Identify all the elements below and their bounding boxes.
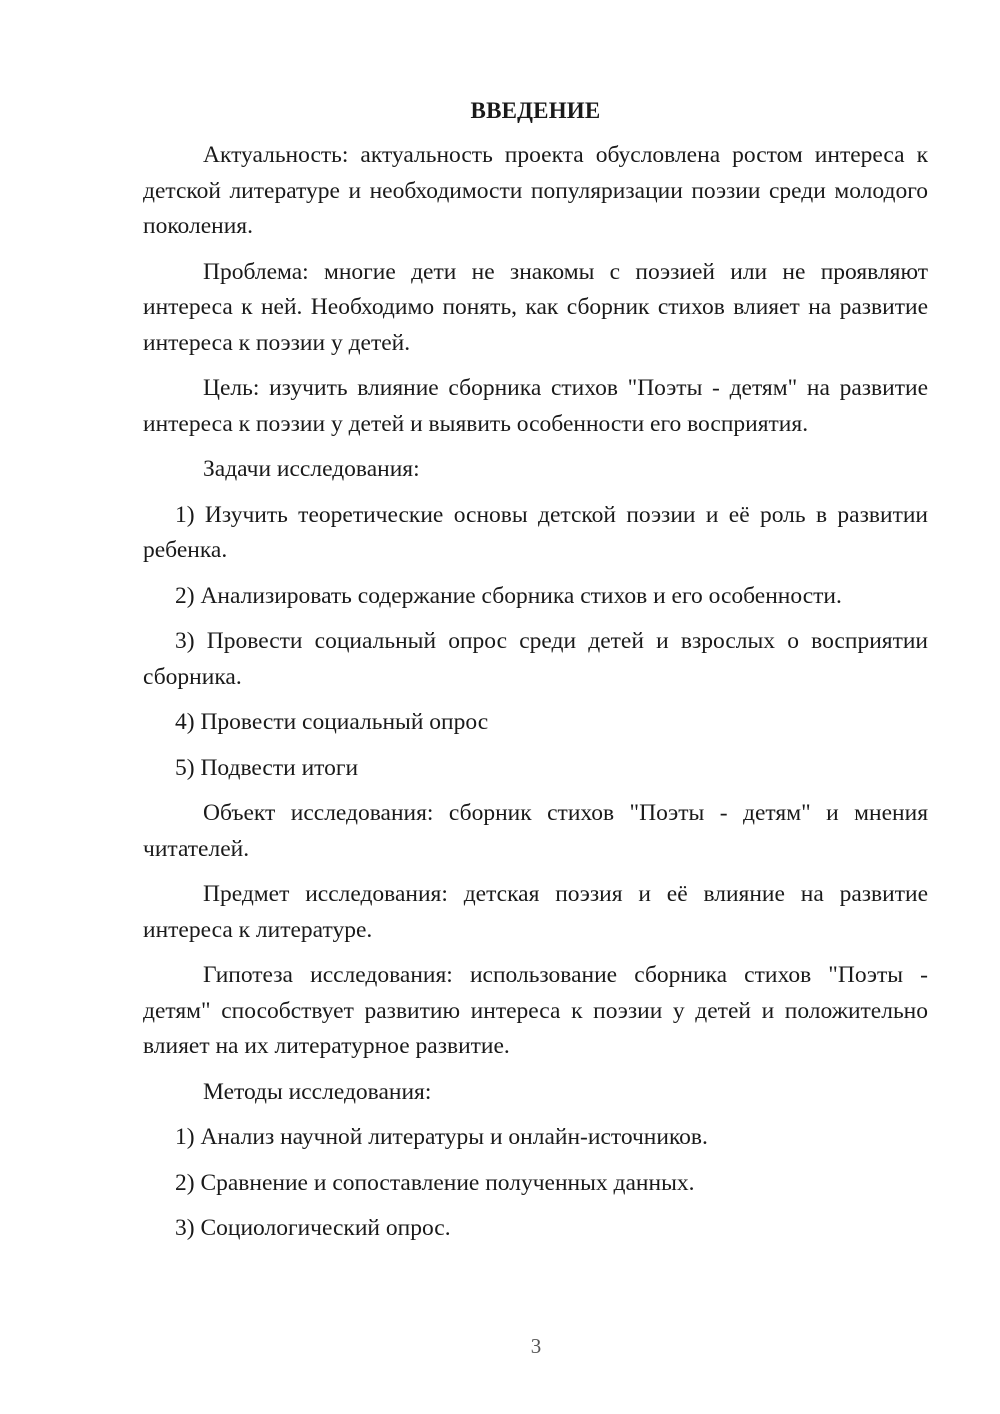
- page-number: 3: [530, 1334, 542, 1358]
- task-item: 4) Провести социальный опрос: [175, 709, 489, 735]
- section-title: ВВЕДЕНИЕ: [470, 98, 601, 123]
- task-item: 2) Анализировать содержание сборника стихов и его особенности.: [175, 582, 842, 609]
- subject-paragraph: Предмет исследования: детская поэзия и её влияние на развитие интереса к литературе.: [143, 881, 928, 943]
- task-item: 1) Изучить теоретические основы детской поэзии и её роль в развитии ребенка.: [143, 501, 928, 563]
- task-item: 3) Провести социальный опрос среди детей и взрослых о восприятии сборника.: [143, 628, 928, 690]
- method-item: 1) Анализ научной литературы и онлайн-источников.: [175, 1124, 708, 1150]
- goal-paragraph: Цель: изучить влияние сборника стихов "Поэты - детям" на развитие интереса к поэзии у детей и выявить особенности его восприятия.: [143, 375, 928, 437]
- hypothesis-paragraph: Гипотеза исследования: использование сборника стихов "Поэты - детям" способствует развитию интереса к поэзии у детей и положительно влияет на их литературное развитие.: [143, 962, 928, 1059]
- task-item: 5) Подвести итоги: [175, 754, 359, 781]
- problem-paragraph: Проблема: многие дети не знакомы с поэзией или не проявляют интереса к ней. Необходимо понять, как сборник стихов влияет на развитие интереса к поэзии у детей.: [143, 258, 928, 356]
- object-paragraph: Объект исследования: сборник стихов "Поэты - детям" и мнения читателей.: [143, 800, 928, 862]
- document-page: [143, 93, 928, 1257]
- method-item: 3) Социологический опрос.: [175, 1215, 451, 1241]
- tasks-heading: Задачи исследования:: [203, 456, 420, 482]
- relevance-paragraph: Актуальность: актуальность проекта обусловлена ростом интереса к детской литературе и необходимости популяризации поэзии среди молодого поколения.: [143, 142, 928, 239]
- method-item: 2) Сравнение и сопоставление полученных данных.: [175, 1169, 695, 1196]
- methods-heading: Методы исследования:: [203, 1078, 432, 1105]
